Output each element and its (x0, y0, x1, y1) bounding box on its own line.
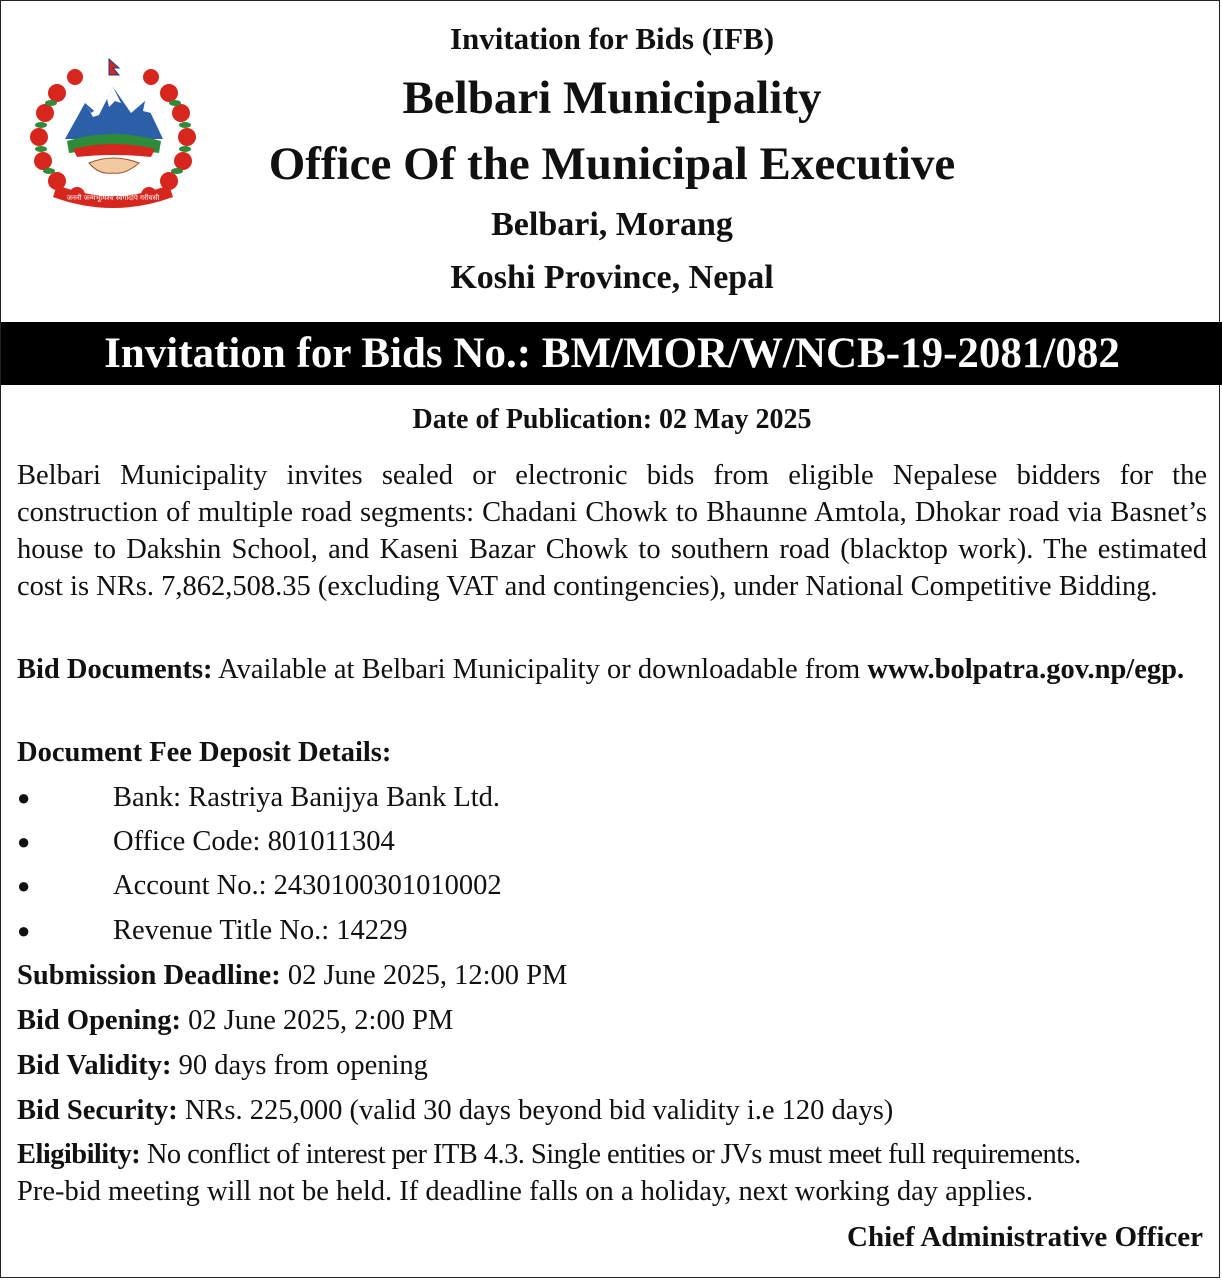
office-province: Koshi Province, Nepal (450, 259, 774, 296)
office-name: Office Of the Municipal Executive (268, 138, 956, 190)
municipality-name: Belbari Municipality (402, 72, 822, 124)
bullet-icon: ● (17, 829, 31, 854)
ifb-title: Invitation for Bids (IFB) (449, 21, 775, 56)
eligibility: Eligibility: No conflict of interest per ITB 4.3. Single entities or JVs must meet full requirements. Pre-bid meeting will not be held. If deadline falls on a holiday, next working day applies. (17, 1139, 1081, 1207)
bullet-icon: ● (17, 918, 31, 943)
bid-documents-text: Available at Belbari Municipality or downloadable from (212, 654, 868, 685)
fee-heading: Document Fee Deposit Details: (17, 737, 392, 768)
intro-paragraph: Belbari Municipality invites sealed or electronic bids from eligible Nepalese bidders for the construction of multiple road segments: Chadani Chowk to Bhaunne Amtola, Dhokar road via Basnet’s house to Dakshin School, and Kaseni Bazar Chowk to southern road (blacktop work). The estimated cost is NRs. 7,862,508.35 (excluding VAT and contingencies), under National Competitive Bidding. (17, 460, 1207, 602)
notice-frame: जननी जन्मभूमिश्च स्वर्गादपि गरीयसी Invitation for Bids (IFB) Belbari Municipality Office Of the Municipal Executive Belbari, Morang Koshi Province, Nepal Invitation for Bids No.: BM/MOR/W/NCB-19-2081/082 Date of Publication: 02 May 2025 Belbari Municipality invites sealed or electronic bids from eligible Nepalese bidders for the construction of multiple road segments: Chadani Chowk to Bhaunne Amtola, Dhokar road via Basnet’s house to Dakshin School, and Kaseni Bazar Chowk to southern road (blacktop work). The estimated cost is NRs. 7,862,508.35 (excluding VAT and contingencies), under National Competitive Bidding. Bid Documents: Available at Belbari Municipality or downloadable from www.bolpatra.gov.np/egp. Document Fee Deposit Details: ● Bank: Rastriya Banijya Bank Ltd. ● Office Code: 801011304 ● Account No.: 2430100301010002 ● Revenue Title No.: 14229 Submission Deadline: 02 June 2025, 12:00 PM Bid Opening: 02 June 2025, 2:00 PM Bid Validity: 90 days from opening Bid Security: NRs. 225,000 (valid 30 days beyond bid validity i.e 120 days) Eligibility: No conflict of interest per ITB 4.3. Single entities or JVs must meet full requirements. Pre-bid meeting will not be held. If deadline falls on a holiday, next working day applies. Chief Administrative Officer (0, 0, 1220, 1278)
submission-deadline: Submission Deadline: 02 June 2025, 12:00 PM (17, 960, 568, 991)
signatory: Chief Administrative Officer (847, 1221, 1203, 1253)
bid-security: Bid Security: NRs. 225,000 (valid 30 days beyond bid validity i.e 120 days) (17, 1095, 894, 1126)
emblem-motto: जननी जन्मभूमिश्च स्वर्गादपि गरीयसी (66, 194, 160, 202)
publication-date: Date of Publication: 02 May 2025 (412, 404, 812, 435)
bid-validity: Bid Validity: 90 days from opening (17, 1050, 428, 1081)
bid-number-bar: Invitation for Bids No.: BM/MOR/W/NCB-19-2081/082 (1, 322, 1222, 385)
bullet-icon: ● (17, 873, 31, 898)
bolpatra-link[interactable]: www.bolpatra.gov.np/egp. (867, 654, 1185, 685)
office-address: Belbari, Morang (491, 206, 733, 243)
bullet-icon: ● (17, 785, 31, 810)
bid-opening: Bid Opening: 02 June 2025, 2:00 PM (17, 1005, 454, 1036)
bid-documents-label: Bid Documents: (17, 654, 213, 685)
bid-documents (17, 651, 1207, 688)
